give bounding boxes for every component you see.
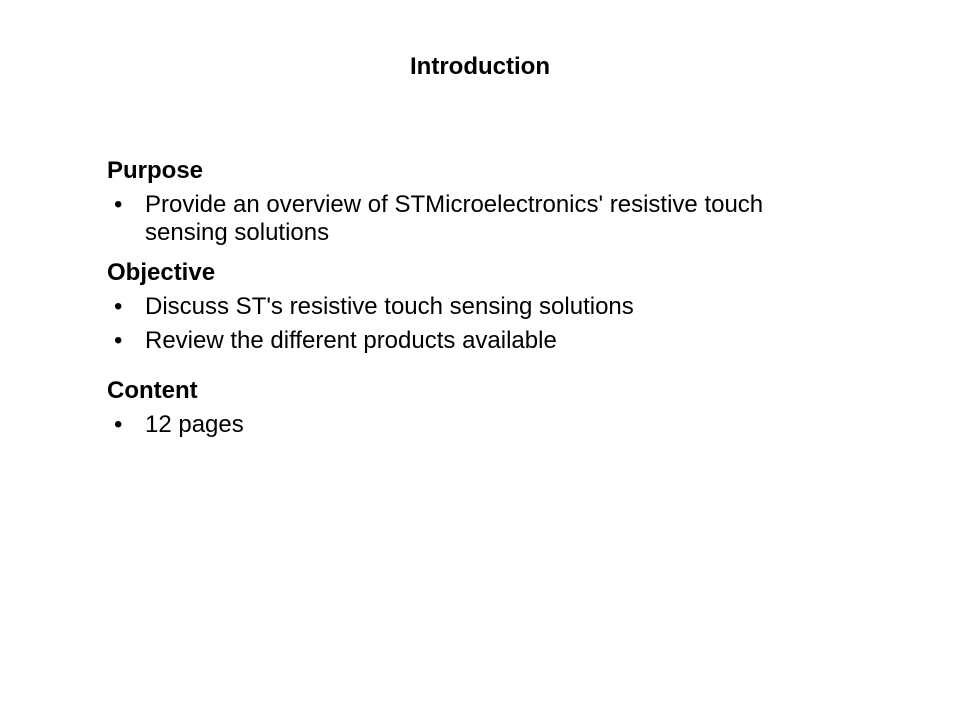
bullet-list-content: [107, 411, 867, 439]
slide-title: Introduction: [410, 53, 550, 80]
bullet-list-objective: [107, 293, 867, 355]
bullet-item: [114, 191, 845, 247]
bullet-icon: •: [114, 327, 123, 354]
bullet-list-purpose: [107, 191, 867, 247]
bullet-text: 12 pages: [145, 411, 244, 438]
section-heading-content: Content: [107, 377, 198, 404]
slide-body: [107, 155, 867, 445]
bullet-icon: •: [114, 293, 123, 320]
bullet-item: [114, 327, 867, 355]
bullet-text: Review the different products available: [145, 327, 557, 354]
bullet-text: Provide an overview of STMicroelectronics' resistive touch sensing solutions: [145, 191, 764, 246]
section-objective: [107, 257, 867, 355]
bullet-item: [114, 411, 867, 439]
section-heading-objective: Objective: [107, 259, 216, 286]
section-content: [107, 375, 867, 439]
section-purpose: [107, 155, 867, 247]
bullet-icon: •: [114, 411, 123, 438]
bullet-text: Discuss ST's resistive touch sensing solutions: [145, 293, 634, 320]
section-heading-purpose: Purpose: [107, 157, 204, 184]
bullet-icon: •: [114, 191, 123, 218]
bullet-item: [114, 293, 867, 321]
